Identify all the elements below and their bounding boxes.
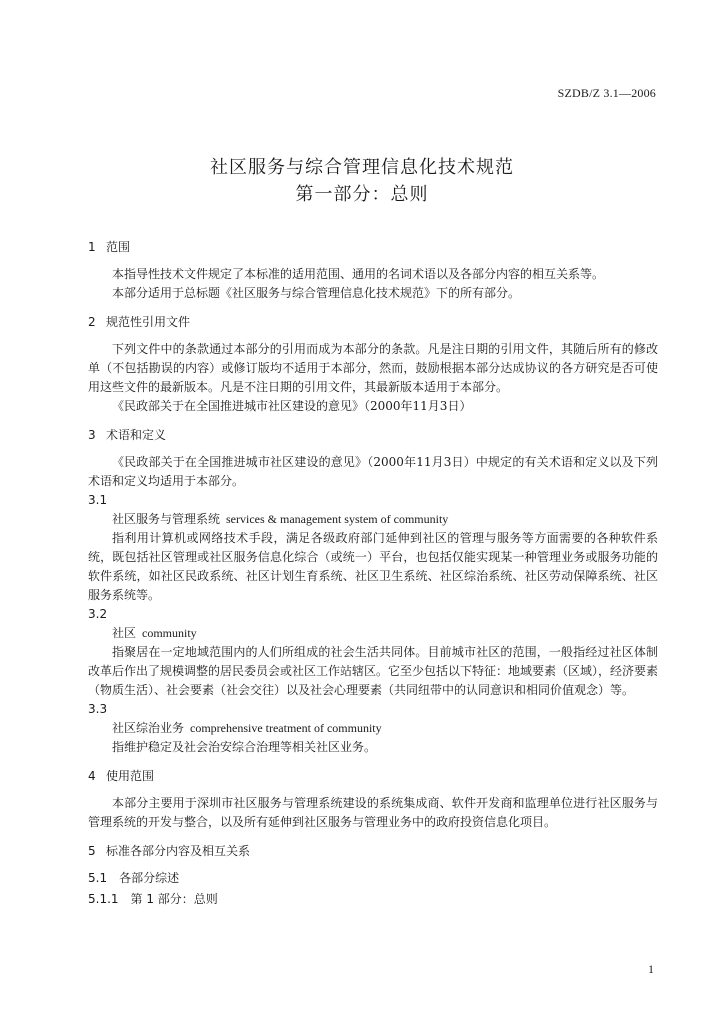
- term-english: community: [142, 626, 197, 640]
- term-definition: 指维护稳定及社会治安综合治理等相关社区业务。: [112, 740, 377, 754]
- subsubsection-number: 5.1.1: [88, 892, 119, 906]
- clause-number: 3.1: [88, 493, 108, 507]
- term-definition: 指利用计算机或网络技术手段，满足各级政府部门延伸到社区的管理与服务等方面需要的各种软件系统，既包括社区管理或社区服务信息化综合（或统一）平台，也包括仅能实现某一种管理业务或服务功能的软件系统，如社区民政系统、社区计划生育系统、社区卫生系统、社区综治系统、社区劳动保障系统、社区服务系统等。: [88, 531, 658, 602]
- document-body: [88, 238, 658, 909]
- document-title: 社区服务与综合管理信息化技术规范: [210, 157, 514, 178]
- paragraph: 本部分适用于总标题《社区服务与综合管理信息化技术规范》下的所有部分。: [112, 286, 521, 300]
- subsubsection-title: 第 1 部分：总则: [130, 892, 218, 906]
- term-entry: [88, 624, 658, 643]
- document-number: SZDB/Z 3.1—2006: [557, 86, 656, 100]
- term-chinese: 社区: [112, 626, 137, 640]
- section-number: 1: [88, 240, 96, 254]
- section-number: 3: [88, 428, 96, 442]
- term-chinese: 社区综治业务: [112, 721, 185, 735]
- section-heading-3: [88, 426, 658, 445]
- section-title: 规范性引用文件: [106, 315, 191, 329]
- section-title: 标准各部分内容及相互关系: [106, 844, 251, 858]
- section-number: 5: [88, 844, 96, 858]
- clause-number: 3.3: [88, 702, 108, 716]
- term-english: services & management system of community: [226, 512, 449, 526]
- term-entry: [88, 510, 658, 529]
- subsubsection-heading: [88, 890, 658, 909]
- clause-number: 3.2: [88, 607, 108, 621]
- document-subtitle: 第一部分：总则: [295, 184, 429, 205]
- section-heading-4: [88, 767, 658, 786]
- subsection-title: 各部分综述: [119, 871, 180, 885]
- section-title: 术语和定义: [106, 428, 167, 442]
- subsection-number: 5.1: [88, 871, 108, 885]
- section-heading-1: [88, 238, 658, 257]
- section-title: 范围: [106, 240, 131, 254]
- term-definition: 指聚居在一定地域范围内的人们所组成的社会生活共同体。目前城市社区的范围，一般指经过社区体制改革后作出了规模调整的居民委员会或社区工作站辖区。它至少包括以下特征：地域要素（区域），经济要素（物质生活）、社会要素（社会交往）以及社会心理要素（共同纽带中的认同意识和相同价值观念）等。: [88, 645, 659, 697]
- section-heading-2: [88, 313, 658, 332]
- paragraph: 本指导性技术文件规定了本标准的适用范围、通用的名词术语以及各部分内容的相互关系等。: [112, 267, 605, 281]
- page-number: 1: [648, 962, 654, 976]
- paragraph: 下列文件中的条款通过本部分的引用而成为本部分的条款。凡是注日期的引用文件，其随后所有的修改单（不包括勘误的内容）或修订版均不适用于本部分，然而，鼓励根据本部分达成协议的各方研究是否可使用这些文件的最新版本。凡是不注日期的引用文件，其最新版本适用于本部分。: [88, 342, 658, 394]
- paragraph: 《民政部关于在全国推进城市社区建设的意见》（2000年11月3日）: [112, 399, 472, 413]
- subsection-heading: [88, 869, 658, 888]
- term-english: comprehensive treatment of community: [190, 721, 382, 735]
- paragraph: 本部分主要用于深圳市社区服务与管理系统建设的系统集成商、软件开发商和监理单位进行社区服务与管理系统的开发与整合，以及所有延伸到社区服务与管理业务中的政府投资信息化项目。: [88, 796, 658, 829]
- term-entry: [88, 719, 658, 738]
- section-number: 4: [88, 769, 96, 783]
- paragraph: 《民政部关于在全国推进城市社区建设的意见》（2000年11月3日）中规定的有关术语和定义以及下列术语和定义均适用于本部分。: [88, 455, 658, 488]
- term-chinese: 社区服务与管理系统: [112, 512, 221, 526]
- section-number: 2: [88, 315, 96, 329]
- section-heading-5: [88, 842, 658, 861]
- section-title: 使用范围: [106, 769, 155, 783]
